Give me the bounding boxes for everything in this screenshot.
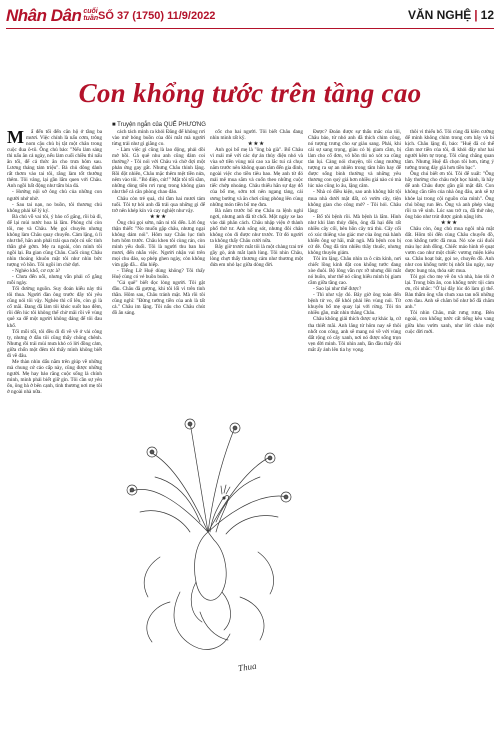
text-column-4: [308, 129, 401, 725]
paragraph: ẩ đến tối đến căn hộ ở tầng ba mươi. Việc chính là nấu cơm, trông nom cậu chủ bị tật một chân trong cuộc đua ô-tô. Ông chủ bảo: "Nếu làm sáng thì nấu ăn cả ngày, nếu làm cuối chiều thì nấu ăn tối, để cả thức ăn cho trưa hôm sau. Lương tháng tám triệu". Bà chủ dông dành rất thơm vào tai tôi, rằng làm tốt thưởng thêm. Tôi vâng, lại gần lắm quen với Châu. Anh ngồi bất động như tấm bia đá.: [7, 129, 102, 190]
paragraph: ★★★: [248, 141, 265, 148]
logo-subtitle: [83, 8, 98, 22]
logo-sub-line-2: tuần: [83, 15, 99, 22]
separator-bar: |: [474, 8, 478, 22]
logo-sub-line-1: cuối: [83, 8, 98, 15]
section-name: VĂN NGHỆ: [407, 8, 472, 22]
drop-cap: M: [7, 129, 24, 147]
article-title: Con khổng tước trên tầng cao: [78, 78, 422, 108]
paragraph: Được? Đoán được sự thấu mắc của tôi, Châu bảo, từ nhỏ anh đã thích chim công, nó tượng trưng cho sự giàu sang. Phải, khi cái sự sang trọng, giàu có bị giam cầm, bị làm cho cổ đơn, vô hồn thì nó xót xa cũng tàn lụi. Càng nói chuyện, tôi càng mường tượng ra sự an nhiên trong tâm hồn hay để được sống bình thường và những yêu thương con quý giá hơn nhiều giá nào có mà lúc nào cũng lo âu, lặng câm.: [308, 129, 401, 190]
paragraph: Châu còn trẻ quá, chỉ tầm hai mươi tám tuổi. Tôi tự hỏi anh đã trải qua những gì để trở nên khép kín và cay nghiệt như vậy.: [112, 195, 205, 214]
column-4-body: [308, 129, 401, 353]
logo-text: Nhân Dân: [6, 6, 82, 25]
text-column-1: [7, 129, 102, 725]
text-column-2: [112, 129, 205, 379]
column-3-body: [210, 129, 303, 268]
paragraph: Tối đường nguồn. Suy đoán kiểu này thì tôi thua. Người đàn ông trước đây tôi yêu cũng nói tôi vậy. Nghèo thì cố lên, còn gì là cố mãi. Đang đã làm tôi khóc suốt bao đêm, rồi đến lúc tôi không thể chờ mãi rồi về vùng quê xa để một người không đáng để tôi đau khổ.: [7, 286, 102, 329]
paragraph: Châu không giải thích được sự khác lạ, cứ tha thiết mãi. Anh lăng từ hôm nay sẽ thôi nhốt con công, anh sẽ mang nó về với vùng đất rộng có cây xanh, nơi nó được sống trọn vẹn đời mình. Tôi nhìn anh, lần đầu thấy đôi mắt ấy ánh lên tia hy vọng.: [308, 316, 401, 353]
paragraph: - Nghèo khổ, cơ cực à?: [12, 268, 61, 275]
artist-signature: Thua: [237, 660, 258, 674]
paragraph: "Gả quê" biết đọc lòng người. Tôi gật đầu. Châu đã gượng, khi tôi lối vì trên tinh thần. Hôm sau, Châu tránh mặt. Mà rồi tôi cũng nghĩ: "Đừng tưởng tiền của anh là tất cả." Châu im lặng. Tôi nấu cho Châu chút đồ ăn sáng.: [112, 280, 205, 317]
issue-info: SỐ 37 (1750) 11/9/2022: [98, 10, 216, 22]
text-column-5: [405, 129, 494, 725]
paragraph: - Sao lại như thế được?: [313, 286, 362, 293]
article-byline: ■ Truyện ngắn của QUẾ PHƯƠNG: [112, 122, 206, 128]
paragraph: Tôi gọi cho mẹ về ôn và nhà, báo tôi ở lại. Trong bữa ăn, con khổng tước tội cảm ơn, rồi nhắc: "Ở lại đây lúc đó làm gì thế. Bàn thẩm ông vẫn chưa xua tan nổi những cơn đau. Anh sẽ chăm bố như bố đã chăm anh.": [405, 274, 494, 311]
paragraph: Ông chú biết ơn tôi. Tôi để xuất: "Ông hãy thường cho châu một học hành, là hãy để anh Châu được gần gũi mặt đất. Con không cần tiền của nhà ông đâu, anh sẽ tự khỏe lại trong cội nguồn của mình". Ông chú bồng run lên. Ông và anh phép vàng rồi ra về sinh. Lúc sau trở ra, đã thở nhẹ, ông bảo như trút được gánh nặng lớn.: [405, 171, 494, 220]
column-2-body: [112, 129, 205, 316]
paragraph: thôi vì thiếu bố. Tôi cùng đã kiên cường để mình không chìm trong cơn bây và bi kịch. Châu lặng đi, bảo: "Huệ đã có thể cầm mơ tiền của tôi, đi khỏi đây như hai người kêm tự trọng. Tôi cũng chẳng quan tâm. Nhưng Huệ đã chọn tôi hơn, từng ý tưởng trong đáy giá hơn tiền bạc".: [405, 129, 494, 172]
paragraph: - Tiếng Lữ Huệ dùng không? Tôi thấy Huệ cùng có vẻ buồn buồn.: [112, 268, 205, 281]
section-header: [408, 8, 494, 22]
paragraph: - Làm việc gì cũng là lao động, phải dồi mở hồi. Gả quê nhu anh cũng đám coi thường? - Tôi nói với Châu và chờ đợi một phản ứng gay gắt. Nhưng Châu thinh lặng. Rồi đột nhiên, Châu mặc thêm mệt tiền nửa, nêm vào tôi. "Bỏ điện, cút!" Mặt tôi tối sầm, những dòng tiền rơi rụng trong không gian như thể cả căn phòng chao đảo.: [112, 147, 205, 196]
paragraph: Tôi im lặng. Châu nhìn ra ô cửa kính, nơi chiếc lồng kính đặt con khổng tước đang xòe đuôi. Bộ lông vẫn rực rỡ nhưng đôi mắt nó buồn, như thể nó cũng hiểu mình bị giam cầm giữa tầng cao.: [308, 255, 401, 287]
paragraph: - Nhà có điều kiện, sao anh không bắt tội mua nhà dưới mặt đất, có vườn cây, tiện không gian cho công mở? - Tôi hỏi. Châu lặng:: [308, 189, 401, 214]
paragraph: cốc cho hai người. Tôi biết Châu đang nhìn mình rất kỹ.: [210, 129, 303, 142]
paragraph: Bà chủ vỗ vai tôi, ý bảo cố gắng, rồi bà đi, để lại mùi nước hoa lá lăm. Phòng chỉ còn tôi, mẹ và Châu. Mẹ gọi chuyên nhưng không làm Châu quay chuyển. Cảm lặng, ủ lì như thể, hắn anh phải trải qua một cú sốc tinh thần ghê gớm. Mẹ ra ngoài, còn mình tôi ngồi lại. Ba gian cũng Châu. Cuối cùng Châu nhìn thoáng khuôn mặt tôi như nhìn bức tượng vô hồn. Tôi ngồi im chờ đợi.: [7, 213, 102, 269]
paragraph: Anh gọi bố mẹ là "ông bà già". Bố Châu vì mải mê với các dự án thủy điện nhỏ và vùa sở tiền vùng núi cao xa lắc tui cả chục năm trước nên không quan tâm đến gia đình, ngoài việc cho tiền tiêu bao. Mẹ anh từ đó mải mê mua sắm và cuốn theo những cuộc tiếc chớp nhoáng. Châu thiếu hẳn sự dạy dỗ của bố mẹ, sớm tơi nên ngang tàng, cái ương bướng và ăn chơi cũng phỏng lên cùng những món tiền bố mẹ đưa.: [210, 147, 303, 208]
paragraph: - Hướng nội sở ông chủ của những con người nhớ nhờ.: [7, 189, 102, 202]
masthead: [6, 4, 494, 29]
column-1-body: [7, 129, 102, 395]
paragraph: Tối mỗi tối, tôi đều đi đi về về ở vài công ty, nhưng ở đâu tôi cũng thấy chông chênh. Nhưng rồi trái mùi mưa khó có lời đồng cảm, giữa chốn một đêm tôi thấy mình không biết đi về đâu.: [7, 328, 102, 359]
text-column-3: [210, 129, 303, 379]
column-5-body: [405, 129, 494, 335]
paragraph: Tôi nhìn Châu, mắt rưng rưng. Bên ngoài, con khổng tước cất tiếng kêu vang giữa khu vườn xanh, như lời chào một cuộc đời mới.: [405, 310, 494, 335]
paragraph: - Chưa đến nỗi, nhưng vẫn phải cố gắng mỗi ngày.: [7, 274, 102, 287]
paragraph: Me thàn nhìn dấu nằm trên giúp về những mà chung cứ cảo cấp này, cũng được những người. Mẹ hay bảo rằng cuộc sống là chính mình, mình phải biết giữ gìn. Tôi cần sự yên ổn, ông bà ở bên cạnh, tình thương nơi mẹ tôi ở ngoài nhà nữa.: [7, 358, 102, 396]
peacock-illustration: [110, 382, 306, 678]
paragraph: ★★★: [150, 213, 167, 220]
paragraph: - Thì như vậy đó. Bây giờ ông toàn đến bệnh tử vo, để khỏi phải lên vùng núi. Từ khuyên bố mẹ quay lại với rừng. Tôi tin nhiều gần, mắt nhìn thẳng Châu.: [308, 292, 401, 317]
paragraph: Bây giờ trước mắt tôi là một chàng trai trẻ gầy gò, ánh mắt lạnh lùng. Tôi nhìn Châu, lòng chợt thấy thương cảm như thương một đứa em nhỏ lạc giữa dòng đời.: [210, 243, 303, 269]
paragraph: Châu còn, ông chủ mua ngôi nhà mặt đất. Hôm tôi đến cùng Châu chuyển đồ, con khổng tước đã mua. Nó xòe cái đuôi màu lục ánh đồng. Chiếc máo hình rẽ quạt vươn cao như một chiếc vương miện kiêu sa. Châu hoạt bát, gọi xe, chuyển đồ. Anh như con khổng tước bị nhốt lâu ngày, nay được bung tỏa, thỏa sức mua.: [405, 225, 494, 275]
paragraph: - Bố tôi bệnh rồi. Mà bệnh là lắm. Hình như khi làm thủy điện, ông đã hại đến rất nhiều cây cối, bên hồn cây trả thù. Cây cối có xúc thiêng vào giác mơ của ông mà hành khiến ông sợ hãi, mất ngủ. Mà bệnh con bị cứ đẻ. Ông đã tìm nhiều thầy thuốc, nhưng không thuyên giảm.: [308, 213, 401, 256]
page-number: 12: [480, 8, 494, 22]
paragraph: Ông chú gọi sớm, nắn ni tôi đến. Lời ông thận thiết: "No muốn gặp châu, nhưng ngại không dám nói". Hôm nay Châu lục tình hơn hôm trước. Châu khen tôi cùng rán, còn mình yếu đuối. Tôi là người thu ban hai mươi, đến nhắn việc. Người nhận vai trên mọi chu đáo, sọ phép ghen ngày, còn không vừa gặp đã... đâu hiếp.: [112, 219, 205, 269]
paragraph: ★★★: [441, 219, 458, 226]
paragraph: cách tách mình ra khỏi Đăng để không rơi vào mở bóng buồn của đôi mắt mà người từng trải như gì giằng co.: [112, 129, 205, 148]
paragraph: Bà năm trước bố mẹ Châu ra lệnh nghỉ ngơi, nhưng anh đã từ chối. Một ngày xe lao vào dải phân cách. Châu nhập viện ở thành phố thứ tư. Anh sống sót, nhưng đôi chân không còn đi được như trước. Từ đó người ta không thấy Châu cười nữa.: [210, 207, 303, 244]
newspaper-logo[interactable]: [6, 4, 98, 26]
paragraph: - Sau tai nạn, no buồn, tôi thương chú không phải kể lý ký.: [7, 201, 102, 214]
